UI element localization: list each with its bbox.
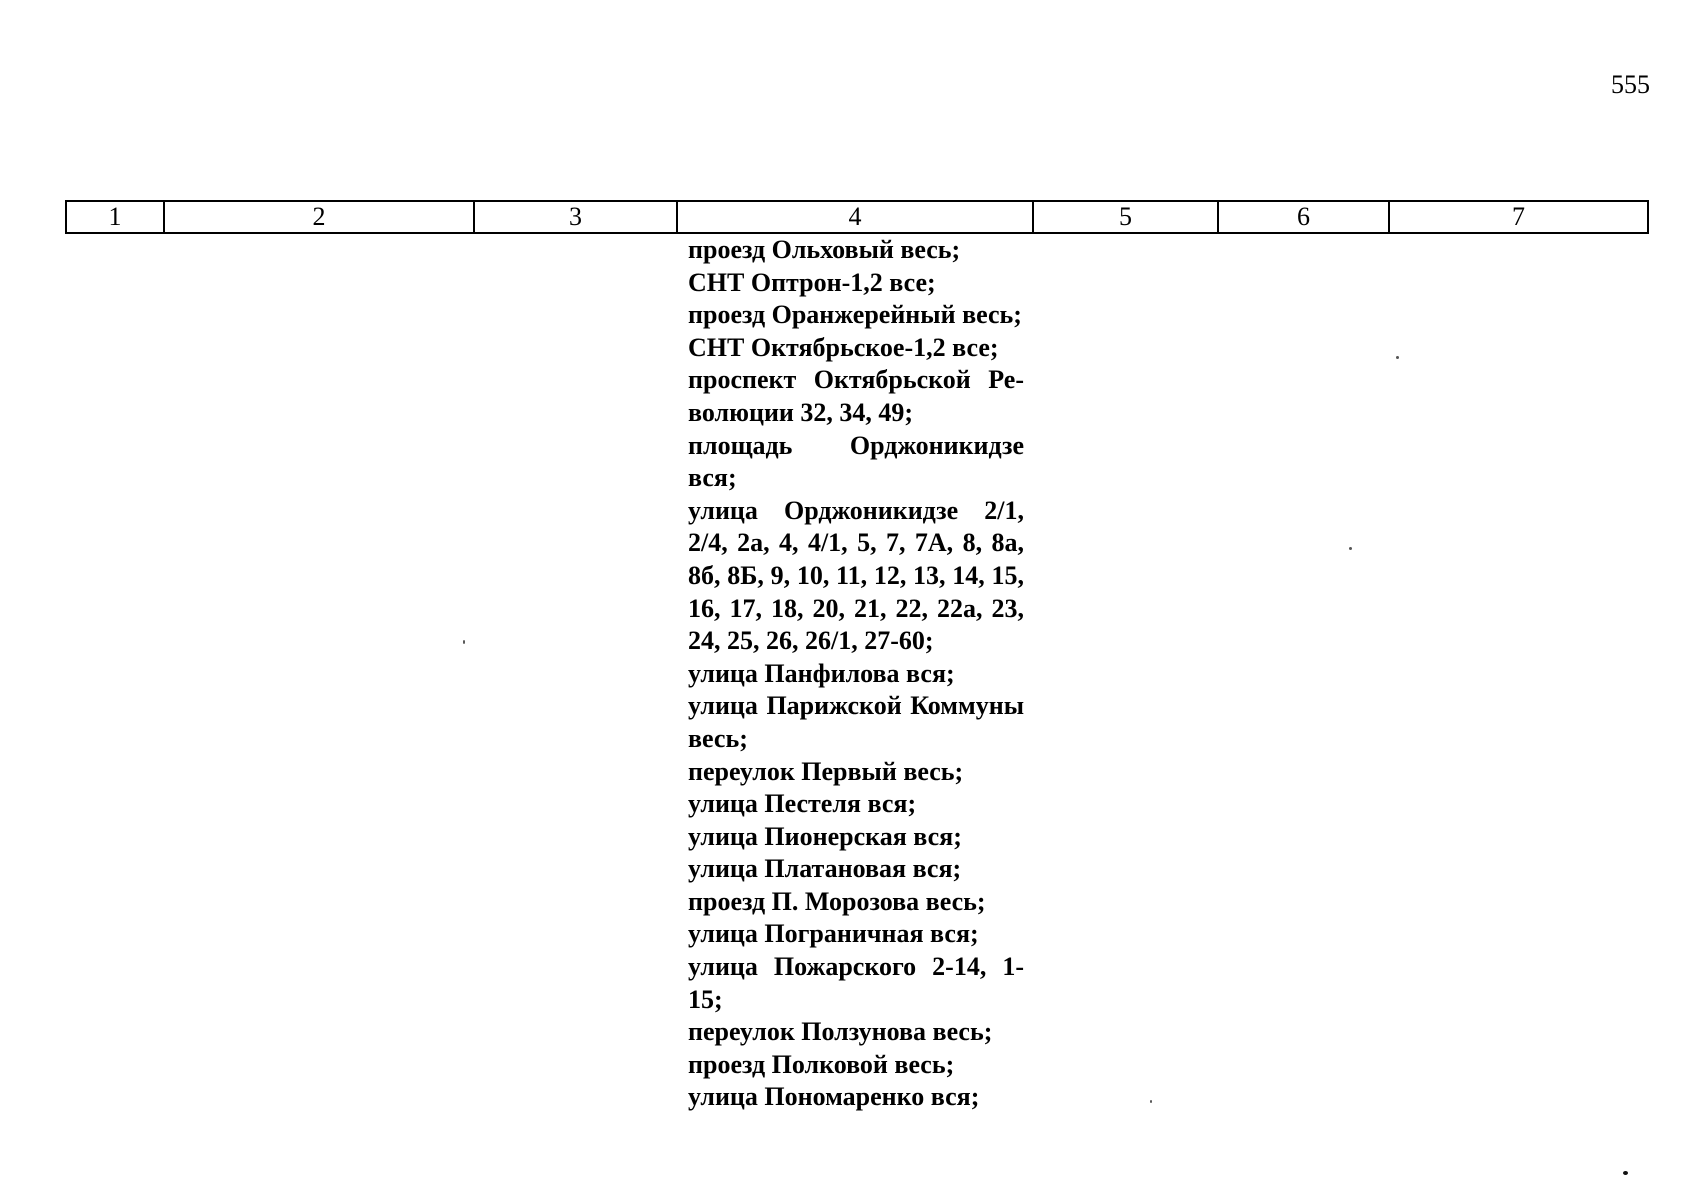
scan-speck bbox=[1150, 1100, 1152, 1103]
header-cell-4: 4 bbox=[677, 201, 1033, 233]
header-cell-3: 3 bbox=[474, 201, 677, 233]
address-entry: улица Пионерская вся; bbox=[688, 821, 962, 851]
address-entry: улица Пестеля вся; bbox=[688, 789, 917, 819]
address-entry: улица Платановая вся; bbox=[688, 854, 962, 884]
header-cell-7: 7 bbox=[1389, 201, 1648, 233]
address-entry: переулок Первый весь; bbox=[688, 756, 964, 786]
header-cell-2: 2 bbox=[164, 201, 474, 233]
page-number: 555 bbox=[1611, 70, 1650, 99]
address-entry: улица Пограничная вся; bbox=[688, 919, 979, 949]
scan-speck bbox=[463, 640, 465, 644]
address-entry: улица Панфилова вся; bbox=[688, 658, 955, 688]
header-cell-5: 5 bbox=[1033, 201, 1218, 233]
address-entry: переулок Ползунова весь; bbox=[688, 1017, 993, 1047]
address-entry: проезд Ольховый весь; bbox=[688, 235, 961, 264]
address-entry: проезд Оранжерейный весь; bbox=[688, 300, 1022, 330]
scan-speck bbox=[1623, 1171, 1628, 1175]
address-entry: улица Парижской Коммуны весь; bbox=[688, 691, 1024, 753]
address-entry: проспект Октябрьской Революции 32, 34, 49; bbox=[688, 365, 1024, 427]
scan-speck bbox=[1349, 547, 1352, 550]
scan-speck bbox=[1396, 356, 1399, 359]
address-entry: площадь Орджоникидзе вся; bbox=[688, 430, 1024, 493]
address-entry: улица Пожарского 2-14, 1-15; bbox=[688, 952, 1024, 1014]
address-entry: проезд П. Морозова весь; bbox=[688, 886, 986, 916]
column-number-header-table bbox=[65, 200, 1649, 234]
address-entry: СНТ Октябрьское-1,2 все; bbox=[688, 332, 999, 362]
address-entry: улица Орджоникидзе 2/1, 2/4, 2а, 4, 4/1, 5, 7, 7А, 8, 8а, 8б, 8Б, 9, 10, 11, 12, 13, 14, 15, 16, 17, 18, 20, 21, 22, 22а, 23, 24, 25, 26, 26/1, 27-60; bbox=[688, 495, 1024, 656]
header-cell-1: 1 bbox=[66, 201, 164, 233]
address-entry: проезд Полковой весь; bbox=[688, 1049, 955, 1079]
address-entry: СНТ Оптрон-1,2 все; bbox=[688, 267, 936, 297]
header-row bbox=[66, 201, 1648, 233]
column-4-address-list bbox=[688, 234, 1024, 1114]
header-cell-6: 6 bbox=[1218, 201, 1389, 233]
address-entry: улица Пономаренко вся; bbox=[688, 1082, 980, 1112]
